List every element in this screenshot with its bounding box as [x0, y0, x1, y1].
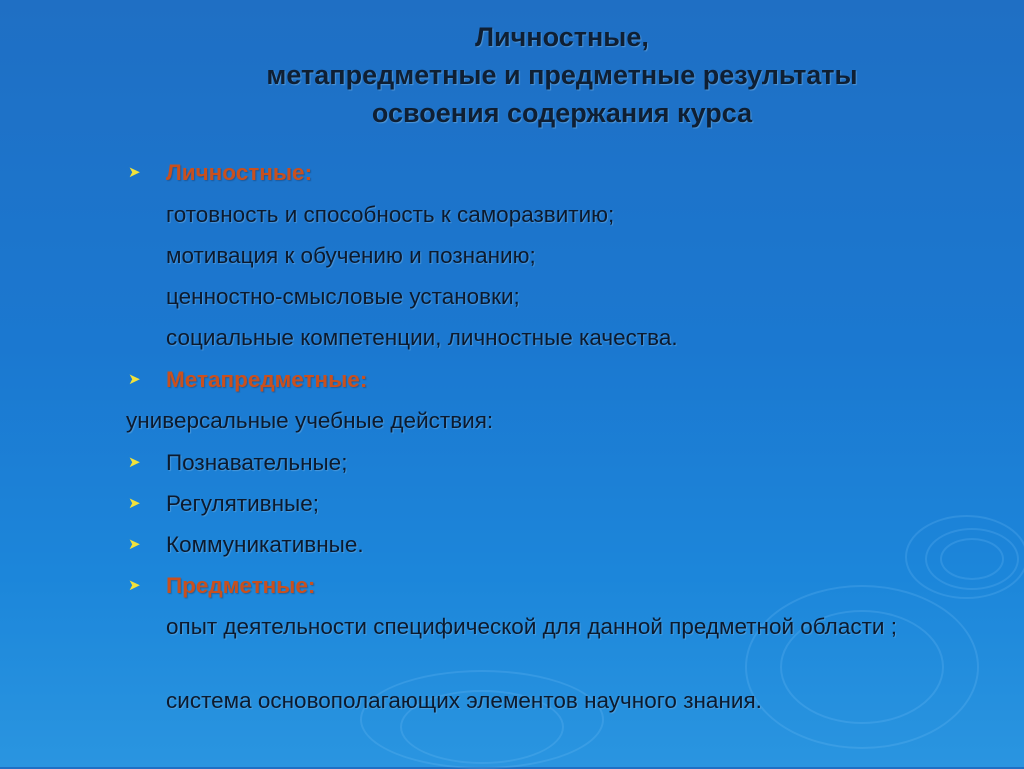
meta-subheading: универсальные учебные действия:: [126, 408, 494, 433]
personal-item: ценностно-смысловые установки;: [166, 284, 520, 309]
subject-item: опыт деятельности специфической для данной предметной области ;: [166, 614, 897, 639]
arrowhead-bullet-icon: ➤: [128, 577, 141, 594]
personal-item: готовность и способность к саморазвитию;: [166, 202, 615, 227]
arrowhead-bullet-icon: ➤: [128, 495, 141, 512]
personal-heading: Личностные:: [166, 160, 313, 185]
title-line-3: освоения содержания курса: [371, 98, 753, 128]
meta-heading: Метапредметные:: [166, 367, 368, 392]
subject-item: система основополагающих элементов научного знания.: [166, 688, 762, 713]
personal-item: социальные компетенции, личностные качества.: [166, 325, 678, 350]
slide-title: [100, 18, 1024, 132]
arrowhead-bullet-icon: ➤: [128, 371, 141, 388]
meta-item: Коммуникативные.: [166, 532, 364, 557]
arrowhead-bullet-icon: ➤: [128, 454, 141, 471]
meta-item: Познавательные;: [166, 450, 348, 475]
subject-heading: Предметные:: [166, 573, 316, 598]
title-line-2: метапредметные и предметные результаты: [266, 60, 858, 90]
arrowhead-bullet-icon: ➤: [128, 164, 141, 181]
personal-item: мотивация к обучению и познанию;: [166, 243, 536, 268]
title-line-1: Личностные,: [475, 22, 649, 52]
arrowhead-bullet-icon: ➤: [128, 536, 141, 553]
meta-item: Регулятивные;: [166, 491, 319, 516]
